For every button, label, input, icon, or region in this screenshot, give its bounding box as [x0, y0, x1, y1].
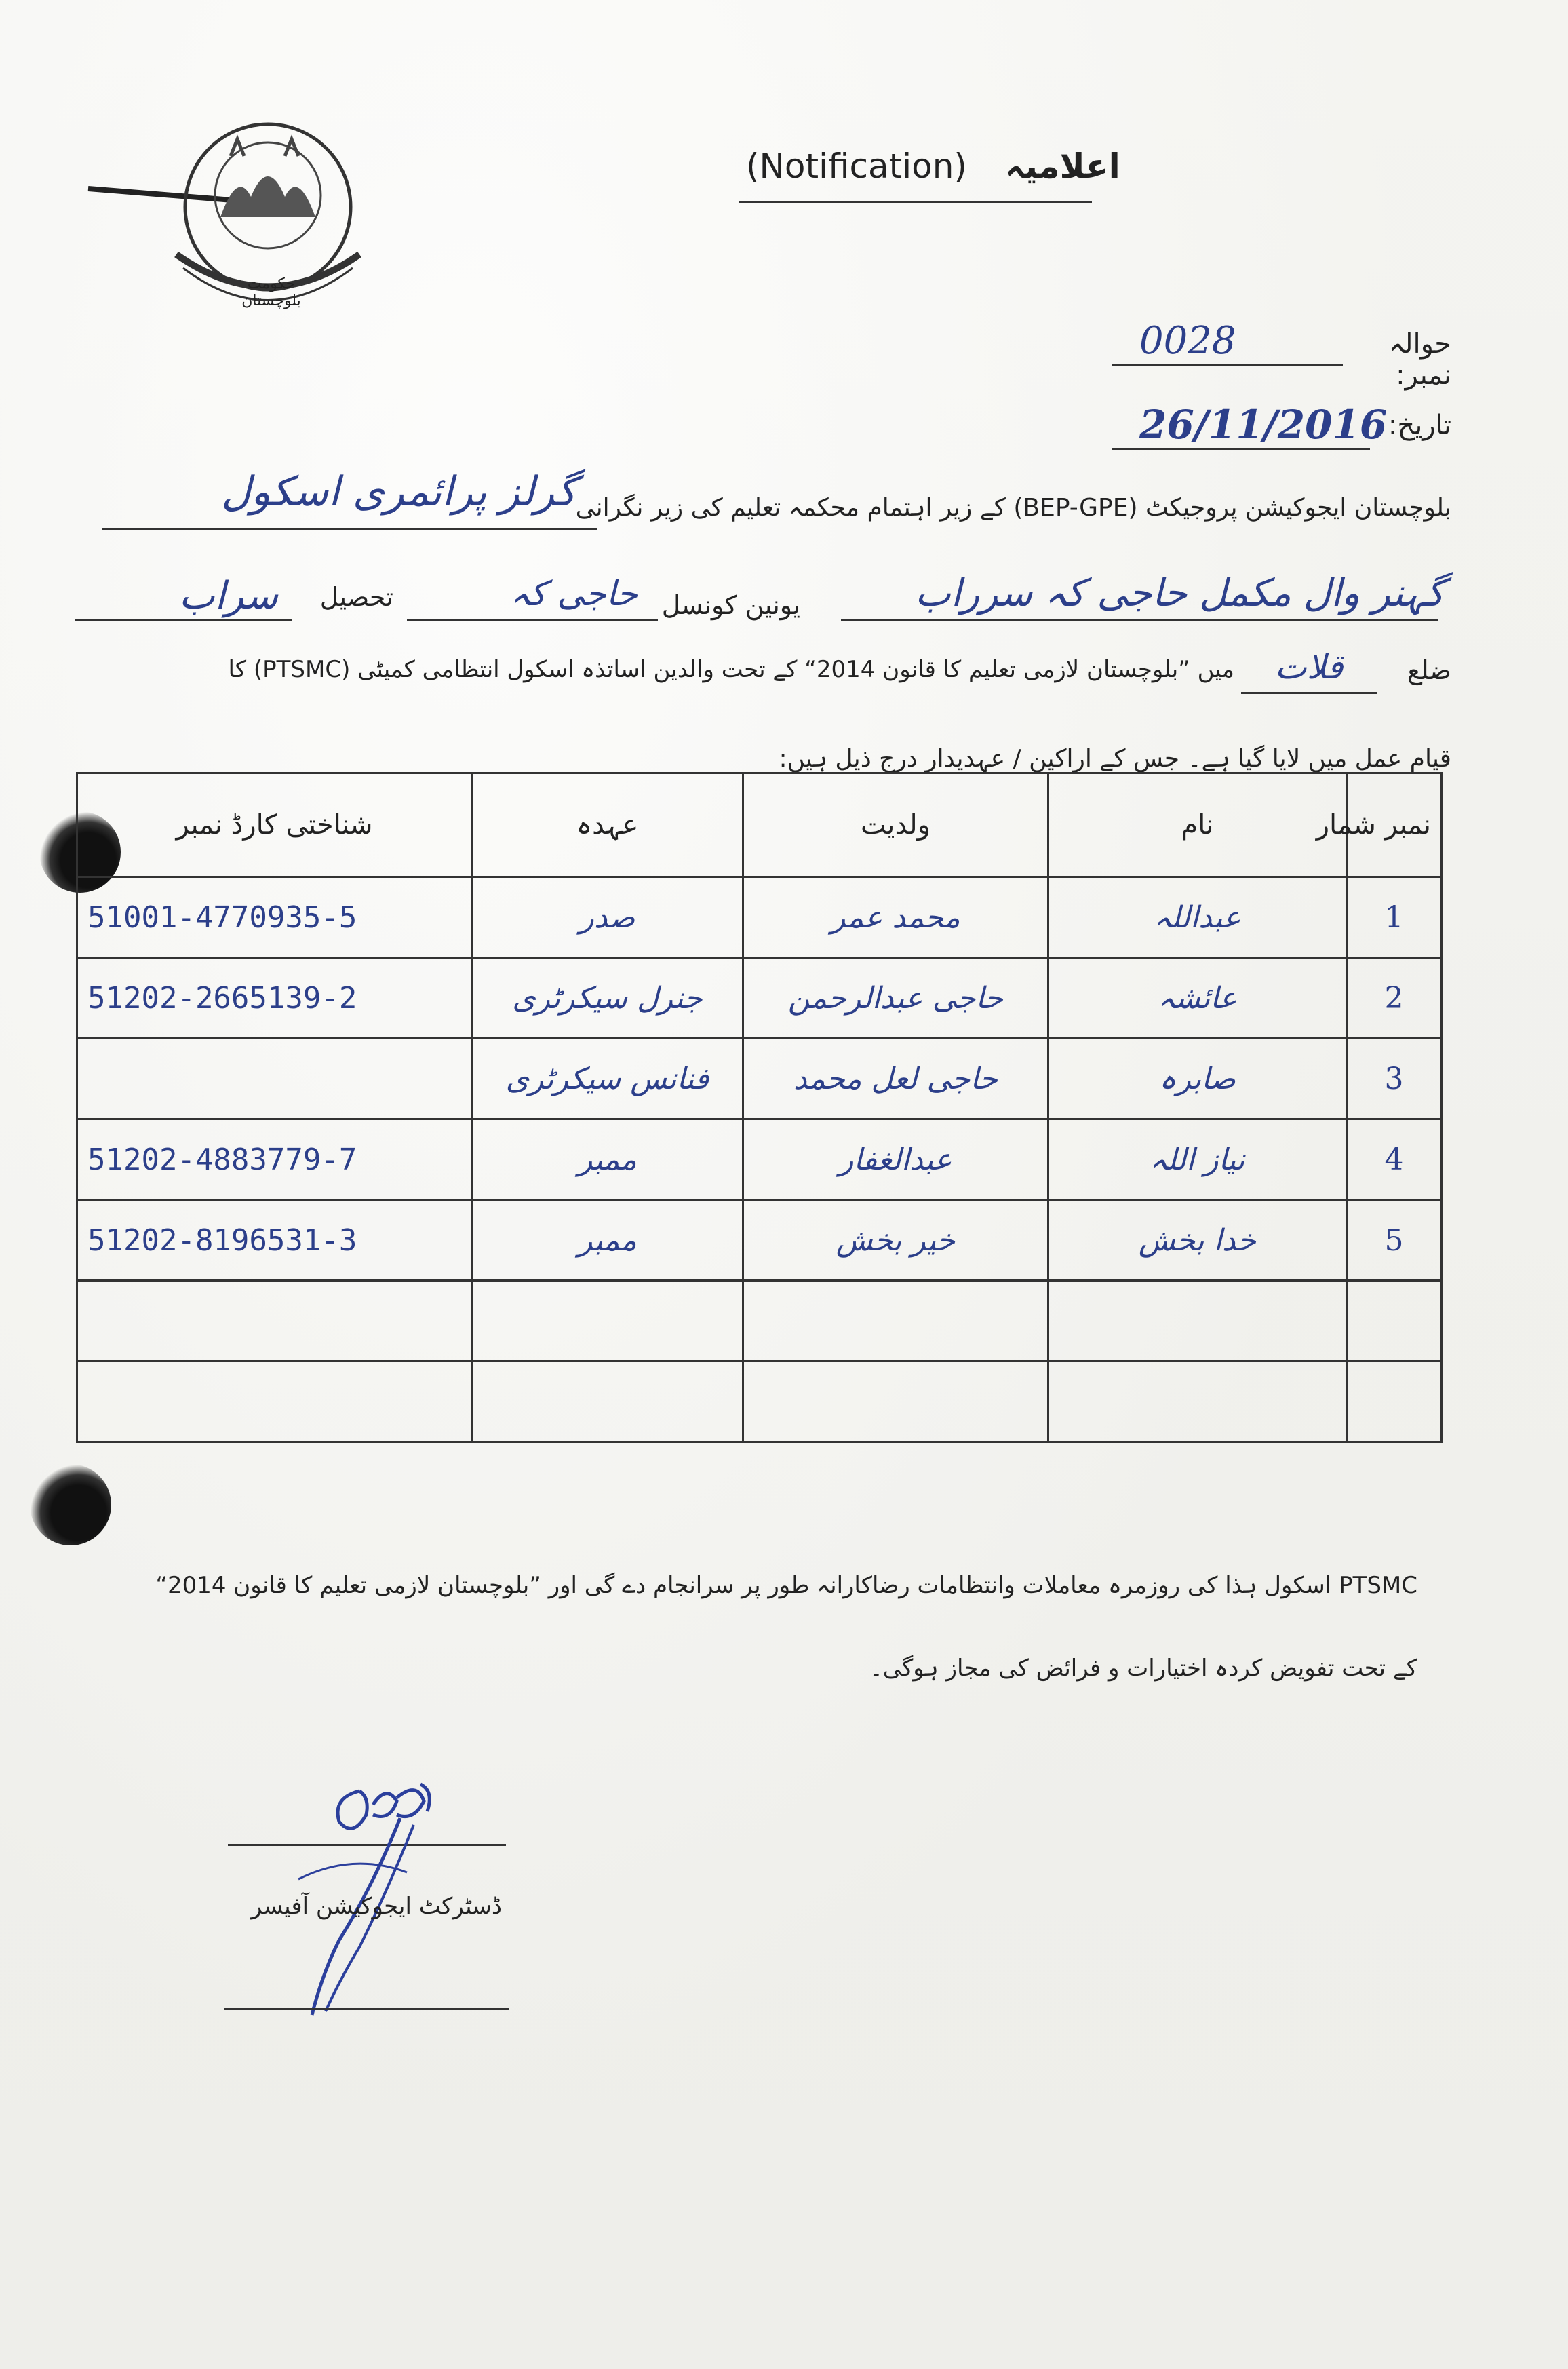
cell-post: ممبر [472, 1119, 743, 1200]
cell-father: عبدالغفار [743, 1119, 1048, 1200]
cell-serial [1347, 1281, 1442, 1362]
cell-cnic: 51202-2665139-2 [77, 958, 472, 1039]
table-row [77, 1039, 1442, 1119]
title-underline [739, 201, 1092, 203]
header-serial: نمبر شمار [1347, 773, 1442, 877]
cell-serial: 4 [1347, 1119, 1442, 1200]
header-cnic: شناختی کارڈ نمبر [77, 773, 472, 877]
reference-value: 0028 [1139, 319, 1236, 363]
signature-line-bottom [224, 2008, 509, 2010]
district-underline [1241, 692, 1377, 694]
seal-text: حکومت بلوچستان [241, 275, 301, 309]
table-row [77, 877, 1442, 958]
union-value: حاجی کہ [510, 574, 638, 613]
cell-post [472, 1281, 743, 1362]
date-label: تاریخ: [1388, 410, 1451, 441]
body-line-3: میں ”بلوچستان لازمی تعلیم کا قانون 2014“ کے تحت والدین اساتذہ اسکول انتظامی کمیٹی (PTSMC) کا [228, 656, 1234, 683]
cell-cnic: 51202-4883779-7 [77, 1119, 472, 1200]
union-underline [407, 619, 658, 621]
cell-post [472, 1362, 743, 1442]
cell-serial: 3 [1347, 1039, 1442, 1119]
tehsil-label: تحصیل [319, 582, 393, 612]
district-value: قلات [1274, 647, 1344, 687]
date-value: 26/11/2016 [1139, 402, 1388, 448]
cell-name [1048, 1362, 1347, 1442]
cell-post: صدر [472, 877, 743, 958]
title-english: (Notification) [746, 147, 967, 186]
table-row [77, 1200, 1442, 1281]
school-name-underline [841, 619, 1438, 621]
cell-father: حاجی لعل محمد [743, 1039, 1048, 1119]
school-underline [102, 528, 597, 530]
reference-label: حوالہ نمبر: [1388, 328, 1451, 391]
date-underline [1112, 448, 1370, 450]
union-label: یونین کونسل [661, 590, 800, 620]
table-row [77, 958, 1442, 1039]
cell-father: حاجی عبدالرحمن [743, 958, 1048, 1039]
cell-father [743, 1362, 1048, 1442]
cell-name: نیاز اللہ [1048, 1119, 1347, 1200]
body-line-4: قیام عمل میں لایا گیا ہے۔ جس کے اراکین / عہدیدار درج ذیل ہیں: [779, 745, 1451, 773]
cell-name: خدا بخش [1048, 1200, 1347, 1281]
header-father-name: ولدیت [743, 773, 1048, 877]
government-seal [156, 115, 380, 326]
header-post: عہدہ [472, 773, 743, 877]
cell-post: ممبر [472, 1200, 743, 1281]
district-label: ضلع [1407, 655, 1451, 685]
cell-father: خیر بخش [743, 1200, 1048, 1281]
cell-father: محمد عمر [743, 877, 1048, 958]
cell-cnic [77, 1362, 472, 1442]
cell-serial: 1 [1347, 877, 1442, 958]
cell-serial: 5 [1347, 1200, 1442, 1281]
cell-name [1048, 1281, 1347, 1362]
tehsil-underline [75, 619, 292, 621]
cell-cnic: 51001-4770935-5 [77, 877, 472, 958]
members-table [76, 772, 1443, 1443]
reference-underline [1112, 364, 1343, 366]
cell-cnic [77, 1281, 472, 1362]
body-line-1: بلوچستان ایجوکیشن پروجیکٹ (BEP-GPE) کے زیر اہتمام محکمہ تعلیم کی زیر نگرانی [575, 494, 1451, 522]
page-title [746, 147, 1120, 186]
cell-serial: 2 [1347, 958, 1442, 1039]
cell-name: صابرہ [1048, 1039, 1347, 1119]
title-urdu: اعلامیہ [1004, 147, 1120, 186]
cell-name: عبداللہ [1048, 877, 1347, 958]
tehsil-value: سراب [178, 574, 278, 618]
table-row [77, 1281, 1442, 1362]
cell-cnic [77, 1039, 472, 1119]
signature-title: ڈسٹرکٹ ایجوکیشن آفیسر [251, 1893, 502, 1920]
closing-line-2: کے تحت تفویض کردہ اختیارات و فرائض کی مجاز ہوگی۔ [869, 1655, 1417, 1682]
school-type: گرلز پرائمری اسکول [221, 468, 576, 516]
school-name: گہنر وال مکمل حاجی کہ سرراب [915, 571, 1445, 615]
cell-cnic: 51202-8196531-3 [77, 1200, 472, 1281]
table-row [77, 1119, 1442, 1200]
table-row [77, 1362, 1442, 1442]
cell-serial [1347, 1362, 1442, 1442]
closing-line-1: PTSMC اسکول ہذا کی روزمرہ معاملات وانتظامات رضاکارانہ طور پر سرانجام دے گی اور ”بلوچستان لازمی تعلیم کا قانون 2014“ [155, 1572, 1417, 1599]
cell-post: فنانس سیکرٹری [472, 1039, 743, 1119]
cell-name: عائشہ [1048, 958, 1347, 1039]
punch-hole-bottom [30, 1464, 111, 1545]
header-name: نام [1048, 773, 1347, 877]
table-header-row [77, 773, 1442, 877]
cell-post: جنرل سیکرٹری [472, 958, 743, 1039]
cell-father [743, 1281, 1048, 1362]
